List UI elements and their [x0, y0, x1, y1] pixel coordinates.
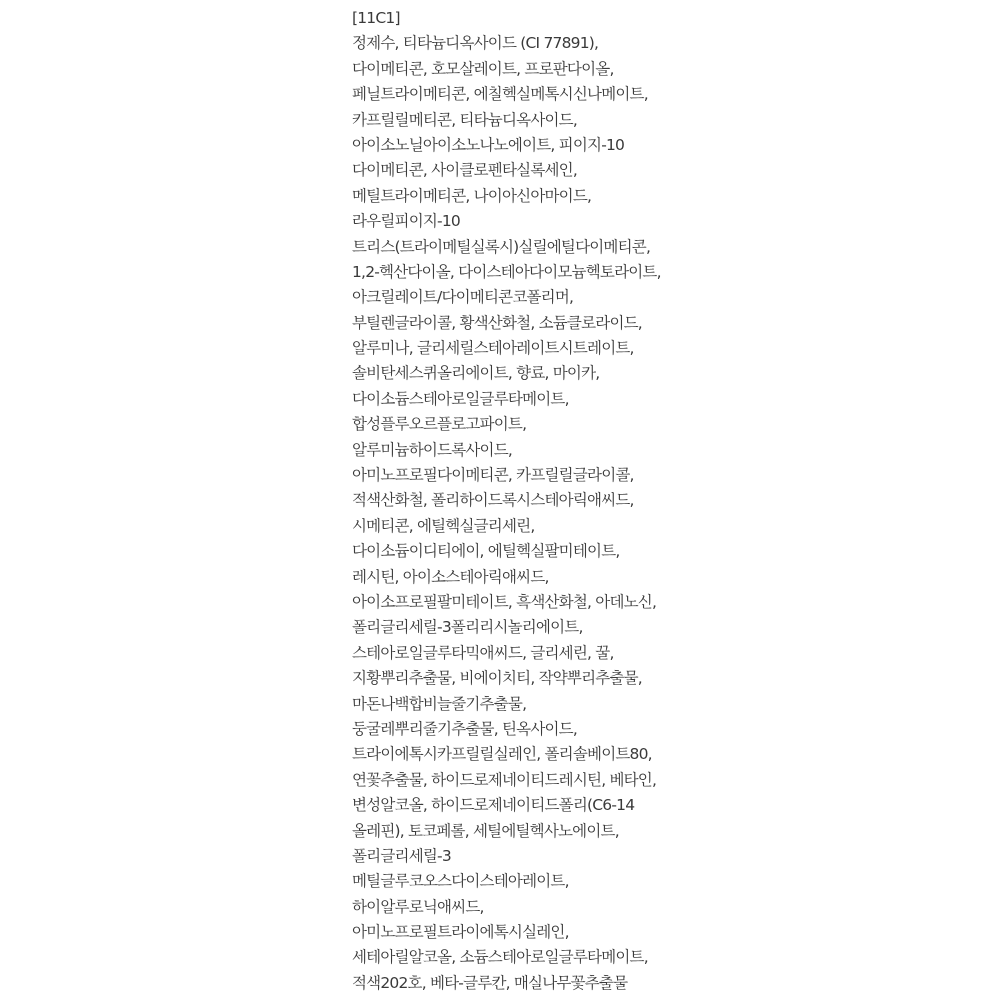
ingredient-line: 폴리글리세릴-3 — [352, 846, 451, 865]
ingredient-line: 카프릴릴메티콘, 티타늄디옥사이드, — [352, 110, 577, 129]
ingredient-line: 스테아로일글루타믹애씨드, 글리세린, 꿀, — [352, 643, 614, 662]
ingredient-line: 아크릴레이트/다이메티콘코폴리머, — [352, 288, 574, 307]
ingredient-line: 아이소프로필팔미테이트, 흑색산화철, 아데노신, — [352, 592, 657, 611]
ingredient-line: 다이메티콘, 호모살레이트, 프로판다이올, — [352, 59, 614, 78]
ingredient-line: 지황뿌리추출물, 비에이치티, 작약뿌리추출물, — [352, 669, 642, 688]
ingredient-line: 트라이에톡시카프릴릴실레인, 폴리솔베이트80, — [352, 745, 652, 764]
ingredient-line: 솔비탄세스퀴올리에이트, 향료, 마이카, — [352, 364, 600, 383]
ingredient-line: 다이메티콘, 사이클로펜타실록세인, — [352, 161, 577, 180]
ingredient-line: 마돈나백합비늘줄기추출물, — [352, 694, 527, 713]
ingredient-line: 정제수, 티타늄디옥사이드 (CI 77891), — [352, 34, 599, 53]
ingredient-line: 시메티콘, 에틸헥실글리세린, — [352, 516, 535, 535]
ingredient-line: 라우릴피이지-10 — [352, 212, 460, 231]
ingredient-line: 다이소듐스테아로일글루타메이트, — [352, 389, 569, 408]
ingredient-line: 아이소노닐아이소노나노에이트, 피이지-10 — [352, 135, 625, 154]
product-code: [11C1] — [352, 9, 400, 27]
ingredient-line: 알루미나, 글리세릴스테아레이트시트레이트, — [352, 339, 634, 358]
ingredient-line: 알루미늄하이드록사이드, — [352, 440, 513, 459]
ingredient-line: 부틸렌글라이콜, 황색산화철, 소듐클로라이드, — [352, 313, 642, 332]
ingredient-line: 레시틴, 아이소스테아릭애씨드, — [352, 567, 549, 586]
ingredient-line: 아미노프로필다이메티콘, 카프릴릴글라이콜, — [352, 466, 634, 485]
ingredient-line: 합성플루오르플로고파이트, — [352, 415, 527, 434]
ingredient-line: 연꽃추출물, 하이드로제네이티드레시틴, 베타인, — [352, 770, 657, 789]
ingredient-line: 폴리글리세릴-3폴리리시놀리에이트, — [352, 618, 583, 637]
ingredient-line: 트리스(트라이메틸실록시)실릴에틸다이메티콘, — [352, 237, 651, 256]
ingredient-line: 1,2-헥산다이올, 다이스테아다이모늄헥토라이트, — [352, 262, 661, 281]
ingredient-line: 세테아릴알코올, 소듐스테아로일글루타메이트, — [352, 948, 648, 967]
ingredient-line: 둥굴레뿌리줄기추출물, 틴옥사이드, — [352, 719, 577, 738]
ingredient-line: 페닐트라이메티콘, 에칠헥실메톡시신나메이트, — [352, 85, 648, 104]
ingredient-list — [352, 6, 992, 996]
ingredient-line: 적색산화철, 폴리하이드록시스테아릭애씨드, — [352, 491, 634, 510]
ingredient-line: 올레핀), 토코페롤, 세틸에틸헥사노에이트, — [352, 821, 619, 840]
ingredient-line: 다이소듐이디티에이, 에틸헥실팔미테이트, — [352, 542, 620, 561]
ingredient-line: 변성알코올, 하이드로제네이티드폴리(C6-14 — [352, 796, 635, 815]
ingredient-line: 하이알루로닉애씨드, — [352, 897, 484, 916]
ingredient-line: 적색202호, 베타-글루칸, 매실나무꽃추출물 — [352, 973, 628, 992]
ingredient-line: 메틸트라이메티콘, 나이아신아마이드, — [352, 186, 592, 205]
ingredient-line: 메틸글루코오스다이스테아레이트, — [352, 872, 569, 891]
ingredient-line: 아미노프로필트라이에톡시실레인, — [352, 923, 569, 942]
